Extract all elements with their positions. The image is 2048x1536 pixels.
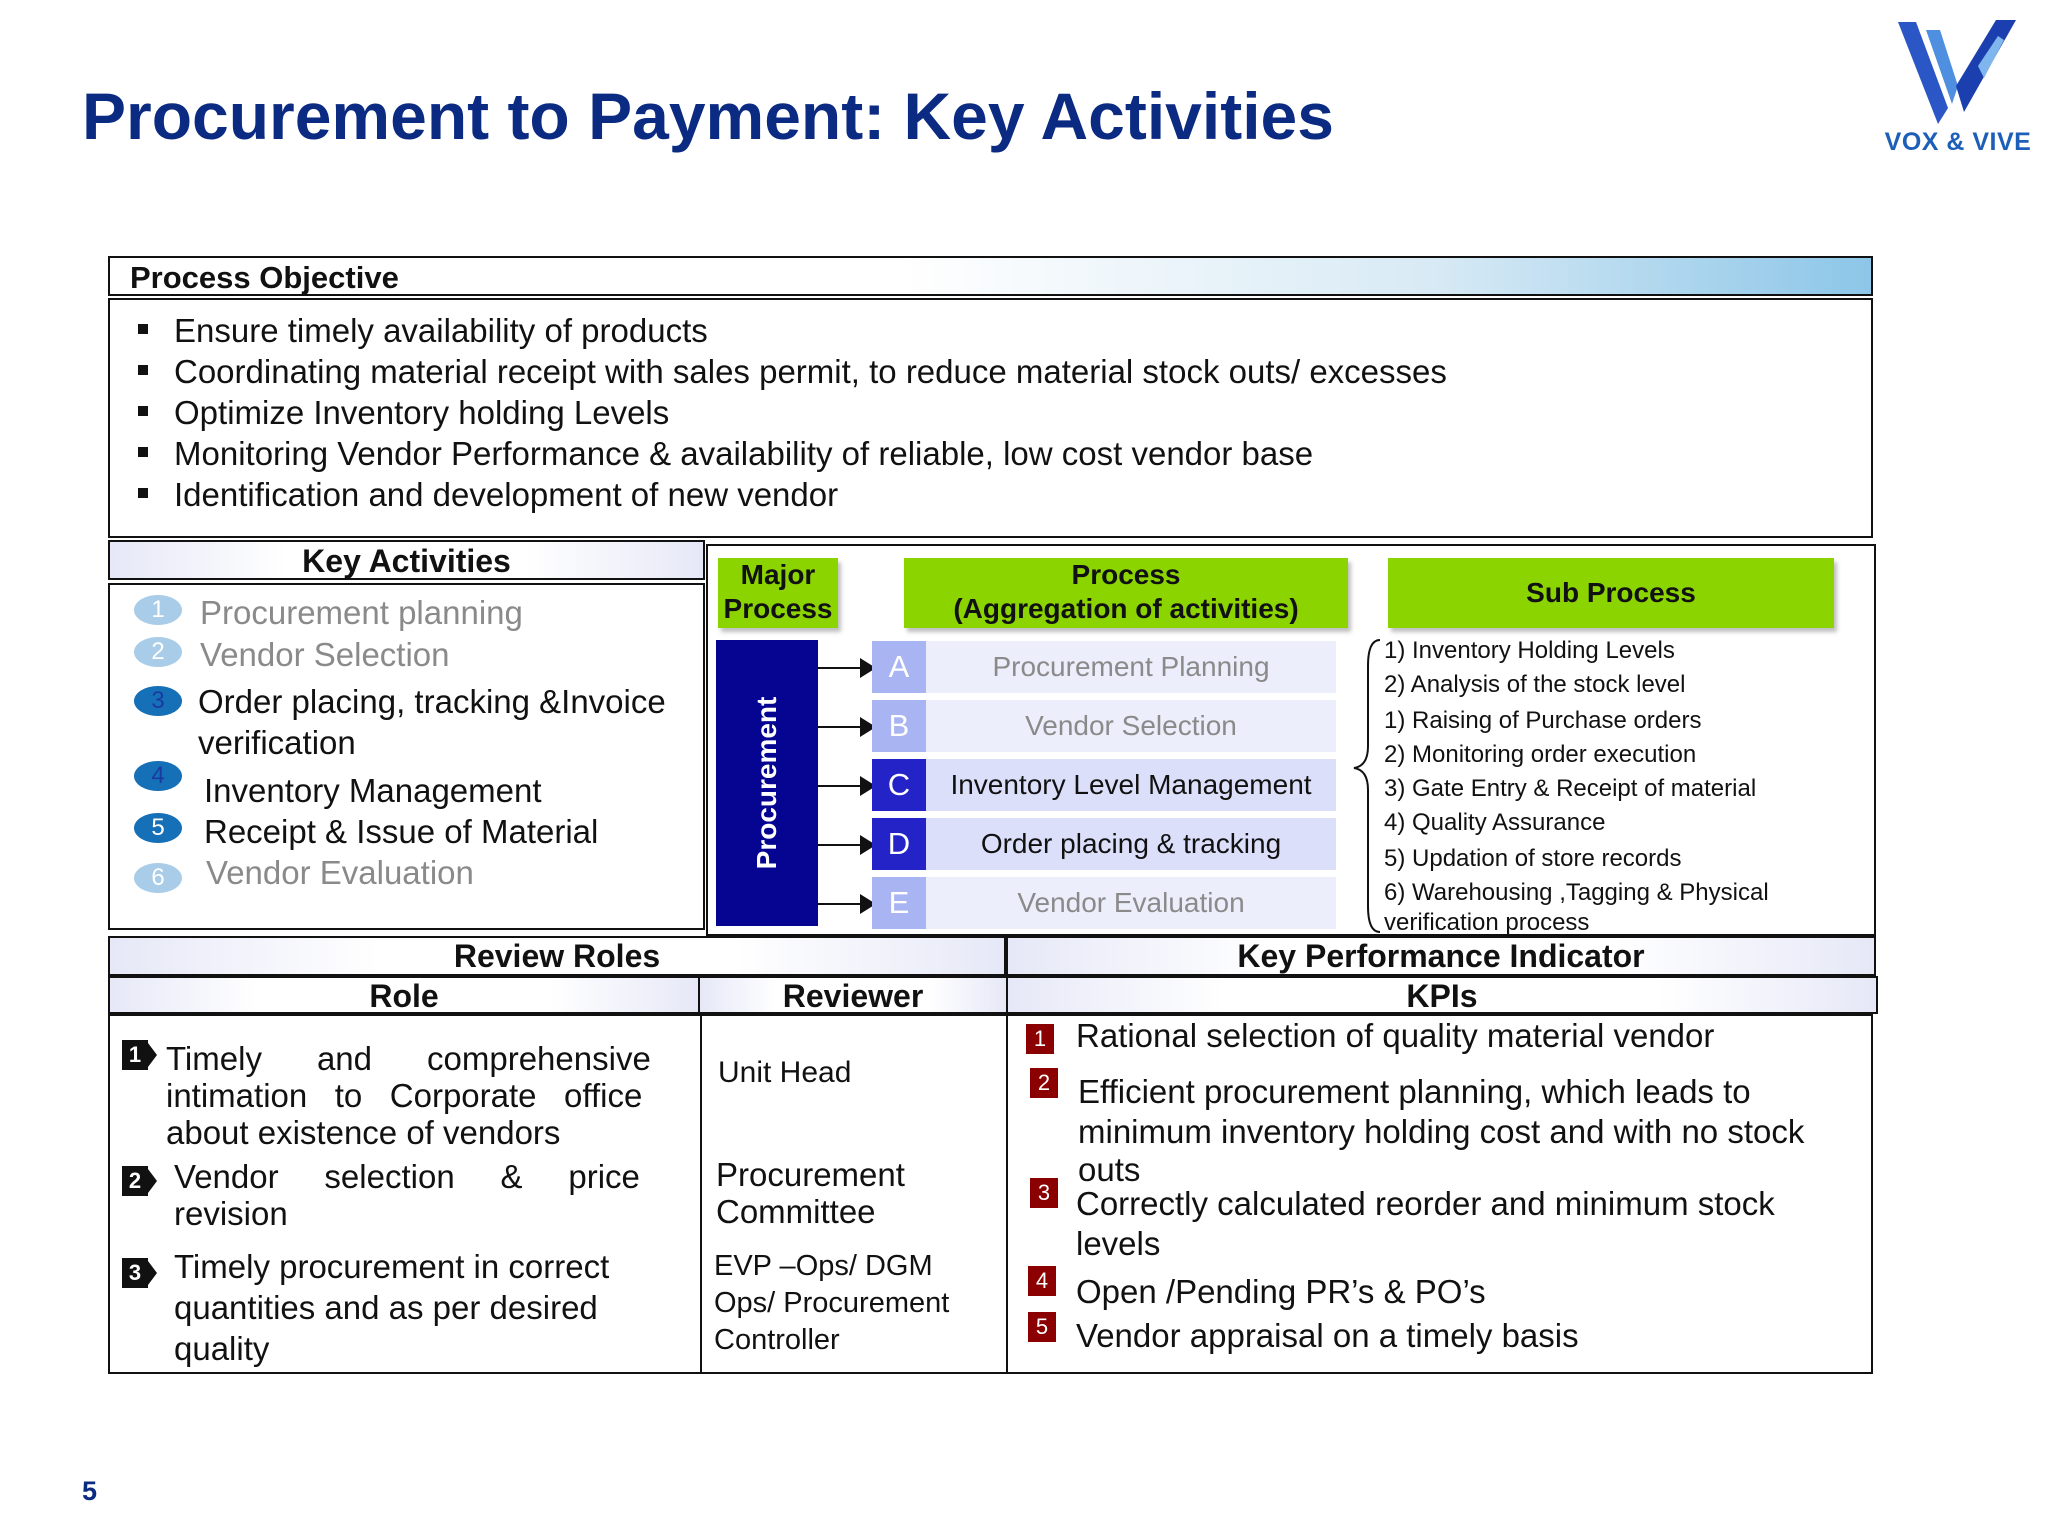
kpi-text: Vendor appraisal on a timely basis (1076, 1317, 1579, 1354)
role-text: Vendor selection & price revision (174, 1158, 640, 1232)
arrow-icon (818, 726, 872, 728)
process-letter: A (872, 641, 926, 693)
sub-process-header: Sub Process (1388, 558, 1834, 628)
major-process-header: Major Process (718, 558, 838, 628)
role-text: Timely and comprehensive intimation to Corporate office about existence of vendors (166, 1040, 651, 1151)
activity-number: 2 (134, 637, 182, 667)
sub-process-item: 1) Raising of Purchase orders (1384, 707, 1702, 734)
activity-label: Receipt & Issue of Material (204, 813, 599, 850)
kpi-header: Key Performance Indicator (1006, 936, 1876, 976)
role-number: 3 (122, 1258, 148, 1288)
activity-number: 4 (134, 761, 182, 791)
process-label: Vendor Selection (926, 700, 1336, 752)
objective-bullet: Ensure timely availability of products (138, 310, 1871, 351)
process-objective-list (108, 298, 1873, 538)
page-title: Procurement to Payment: Key Activities (82, 79, 1334, 153)
logo-text: VOX & VIVE (1884, 128, 2032, 156)
process-label: Order placing & tracking (926, 818, 1336, 870)
process-letter: B (872, 700, 926, 752)
objective-bullet: Coordinating material receipt with sales permit, to reduce material stock outs/ excesses (138, 351, 1871, 392)
objective-bullet: Monitoring Vendor Performance & availability of reliable, low cost vendor base (138, 433, 1871, 474)
process-letter: D (872, 818, 926, 870)
page-number: 5 (82, 1476, 98, 1506)
sub-process-item: 2) Monitoring order execution (1384, 741, 1697, 768)
process-label: Inventory Level Management (926, 759, 1336, 811)
activity-label: Order placing, tracking &Invoice (198, 683, 666, 720)
review-roles-header: Review Roles (108, 936, 1006, 976)
key-activities-header: Key Activities (108, 540, 705, 580)
activity-number: 1 (134, 595, 182, 625)
v-logo-icon (1878, 16, 2038, 128)
kpi-text: Efficient procurement planning, which leads to minimum inventory holding cost and with no stock outs (1078, 1073, 1805, 1188)
sub-process-item: 4) Quality Assurance (1384, 809, 1606, 836)
major-process-bar: Procurement (716, 640, 818, 926)
kpi-number: 1 (1026, 1024, 1054, 1054)
process-label: Procurement Planning (926, 641, 1336, 693)
sub-process-item: verification process (1384, 909, 1590, 936)
activity-number: 5 (134, 813, 182, 843)
kpi-text: Correctly calculated reorder and minimum stock levels (1076, 1185, 1775, 1262)
process-objective-header: Process Objective (108, 256, 1873, 296)
process-letter: C (872, 759, 926, 811)
kpi-text: Rational selection of quality material vendor (1076, 1017, 1715, 1054)
arrow-icon (818, 785, 872, 787)
role-number: 1 (122, 1040, 148, 1070)
kpi-number: 5 (1028, 1312, 1056, 1342)
activity-label-continued: verification (198, 724, 356, 761)
kpi-column-header: KPIs (1006, 976, 1878, 1014)
kpi-text: Open /Pending PR’s & PO’s (1076, 1273, 1486, 1310)
reviewer-text: EVP –Ops/ DGM Ops/ Procurement Controller (714, 1250, 950, 1356)
process-flow-diagram (706, 544, 1876, 936)
sub-process-item: 6) Warehousing ,Tagging & Physical (1384, 879, 1769, 906)
sub-process-item: 2) Analysis of the stock level (1384, 671, 1686, 698)
reviewer-text: Unit Head (718, 1056, 852, 1089)
arrow-icon (818, 667, 872, 669)
role-column-header: Role (108, 976, 700, 1014)
activity-label: Procurement planning (200, 594, 523, 631)
objective-bullet: Optimize Inventory holding Levels (138, 392, 1871, 433)
activity-label: Vendor Selection (200, 636, 450, 673)
role-number: 2 (122, 1166, 148, 1196)
activity-label: Vendor Evaluation (206, 854, 474, 891)
process-label: Vendor Evaluation (926, 877, 1336, 929)
process-letter: E (872, 877, 926, 929)
sub-process-item: 1) Inventory Holding Levels (1384, 637, 1675, 664)
reviewer-column-header: Reviewer (698, 976, 1008, 1014)
objective-bullet: Identification and development of new vendor (138, 474, 1871, 515)
arrow-icon (818, 903, 872, 905)
key-activities-list (108, 583, 705, 930)
kpi-number: 4 (1028, 1266, 1056, 1296)
role-text: Timely procurement in correct quantities and as per desired quality (174, 1248, 610, 1367)
activity-number: 6 (134, 863, 182, 893)
review-roles-table (108, 1014, 1873, 1374)
activity-label: Inventory Management (204, 772, 542, 809)
activity-number: 3 (134, 686, 182, 716)
kpi-number: 3 (1030, 1178, 1058, 1208)
brace-icon (1344, 636, 1388, 936)
brand-logo (1878, 16, 2038, 166)
kpi-number: 2 (1030, 1068, 1058, 1098)
arrow-icon (818, 844, 872, 846)
sub-process-item: 5) Updation of store records (1384, 845, 1682, 872)
reviewer-text: Procurement Committee (716, 1156, 905, 1230)
process-header: Process (Aggregation of activities) (904, 558, 1348, 628)
sub-process-item: 3) Gate Entry & Receipt of material (1384, 775, 1757, 802)
